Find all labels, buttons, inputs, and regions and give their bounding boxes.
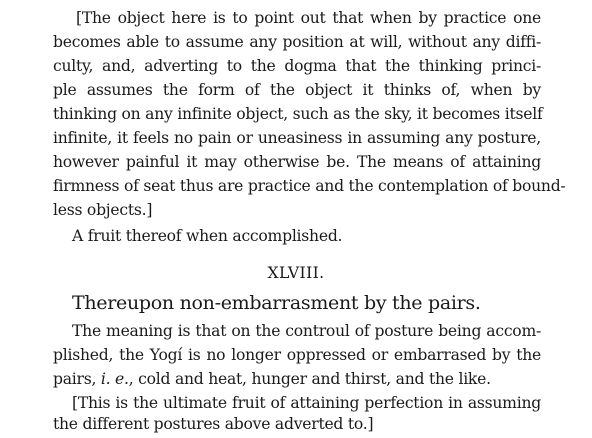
commentary-italic-text: i. e. [100, 370, 129, 388]
commentary-text: , cold and heat, hunger and thirst, and the like. [128, 370, 491, 388]
commentary-line: the different postures above adverted to.] [53, 415, 374, 433]
commentary-line: ple assumes the form of the object it thinks of, when by [53, 81, 541, 99]
commentary-line: however painful it may otherwise be. The means of attaining [53, 153, 541, 171]
commentary-line: infinite, it feels no pain or uneasiness in assuming any posture, [53, 129, 541, 147]
commentary-line: culty, and, adverting to the dogma that the thinking princi- [53, 57, 541, 75]
commentary-line: becomes able to assume any position at will, without any diffi- [53, 33, 541, 51]
fruit-line: A fruit thereof when accomplished. [72, 227, 343, 245]
commentary-line: plished, the Yogí is no longer oppressed or embarrased by the [53, 346, 541, 364]
commentary-line: The meaning is that on the controul of posture being accom- [72, 322, 541, 340]
sutra-text: Thereupon non-embarrasment by the pairs. [72, 292, 481, 314]
commentary-line: [This is the ultimate fruit of attaining perfection in assuming [72, 394, 541, 412]
commentary-line: thinking on any infinite object, such as the sky, it becomes itself [53, 105, 543, 123]
section-number: XLVIII. [267, 264, 325, 282]
commentary-text: pairs, [53, 370, 101, 388]
commentary-line: less objects.] [53, 201, 153, 219]
commentary-line: firmness of seat thus are practice and the contemplation of bound- [53, 177, 566, 195]
commentary-line [53, 368, 491, 390]
commentary-line: [The object here is to point out that when by practice one [76, 9, 541, 27]
